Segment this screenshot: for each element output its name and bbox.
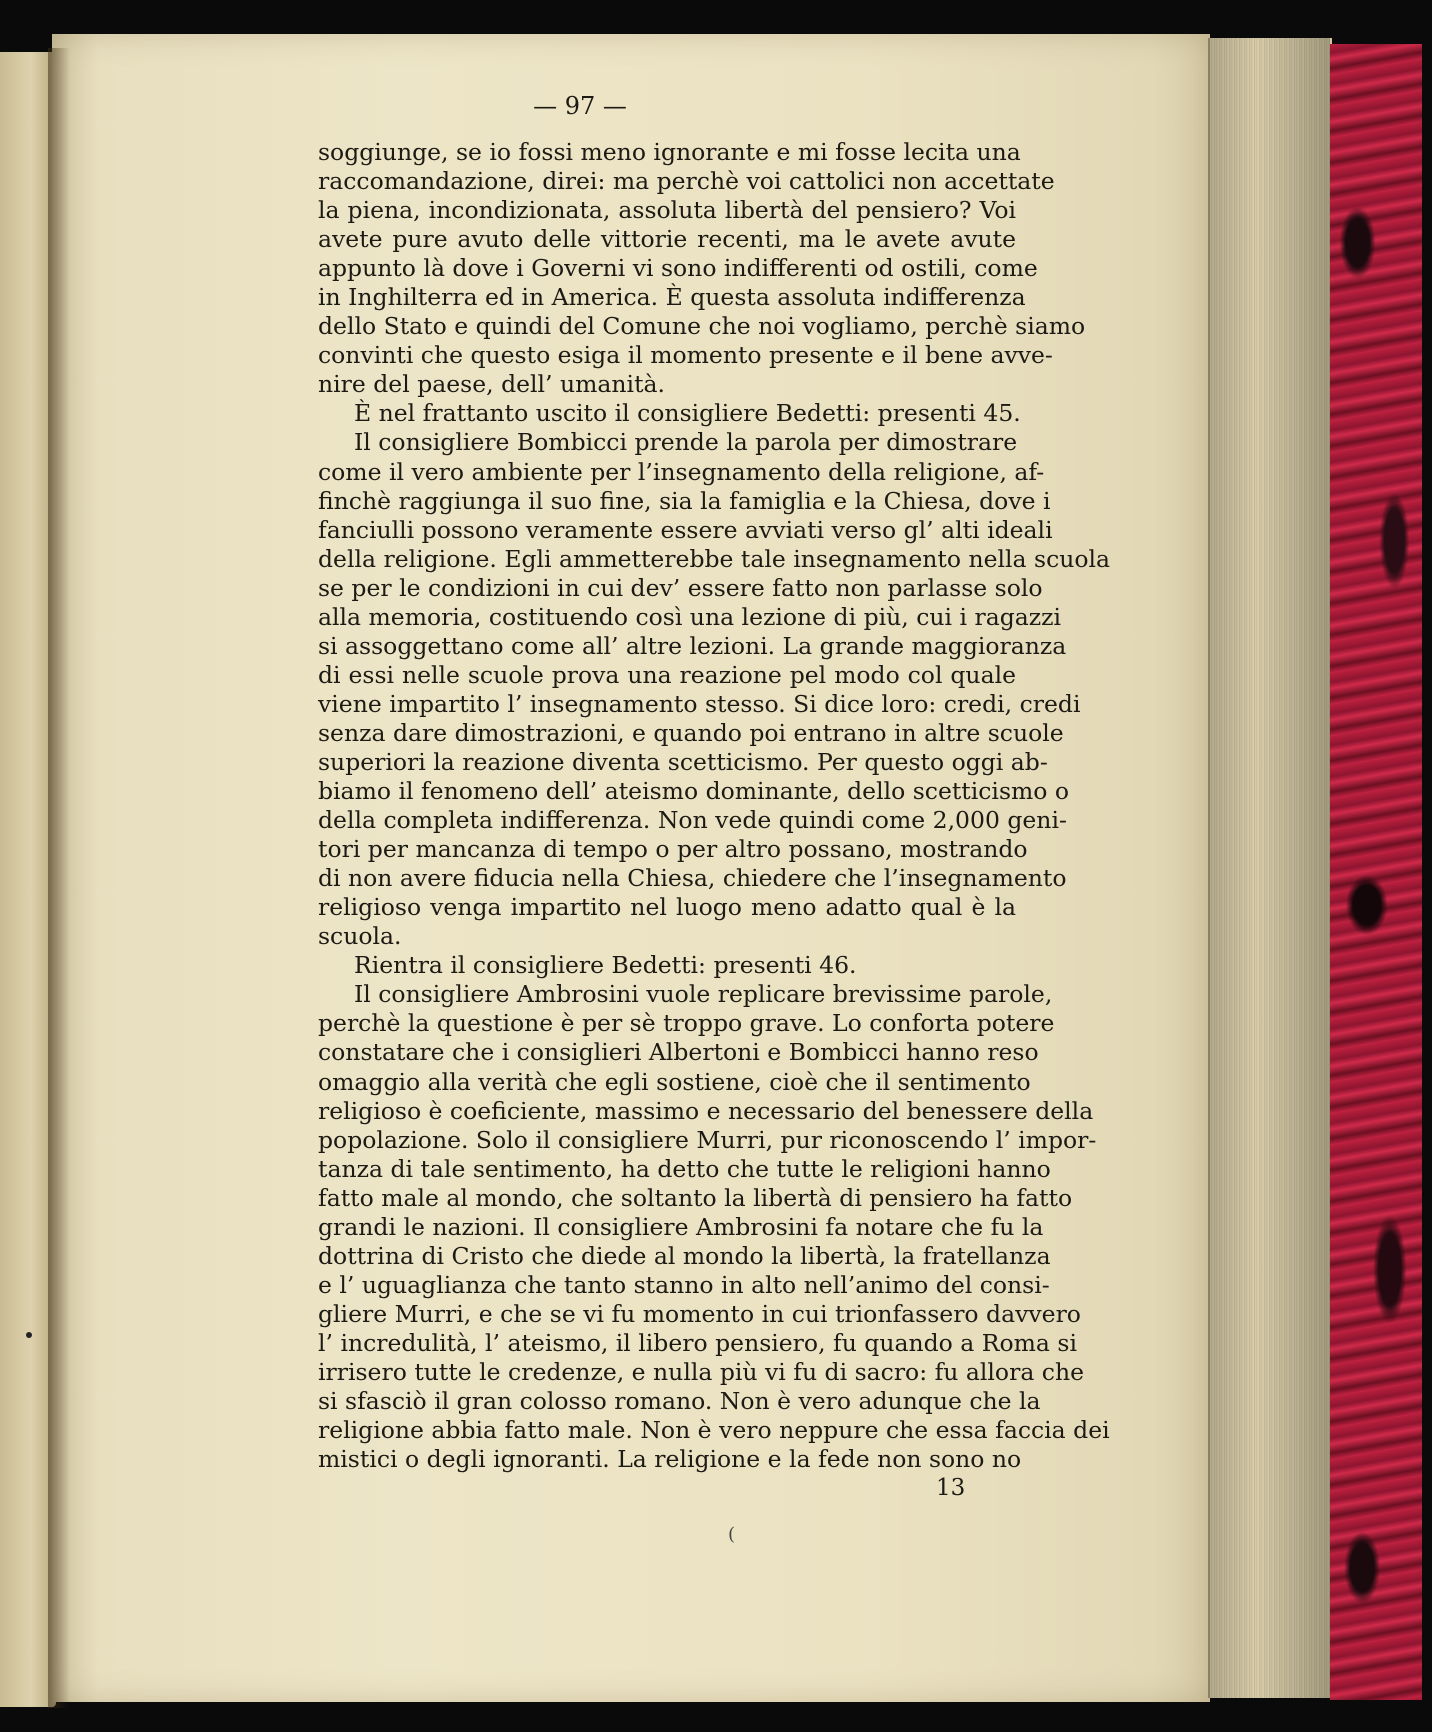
text-line: soggiunge, se io fossi meno ignorante e mi fosse lecita una — [318, 138, 1021, 166]
text-line: di non avere fiducia nella Chiesa, chiedere che l’insegnamento — [318, 864, 1067, 893]
text-line: superiori la reazione diventa scetticismo. Per questo oggi ab- — [318, 747, 1048, 776]
text-line: popolazione. Solo il consigliere Murri, pur riconoscendo l’ impor- — [318, 1125, 1097, 1154]
text-line: omaggio alla verità che egli sostiene, cioè che il sentimento — [318, 1067, 1031, 1096]
text-line: viene impartito l’ insegnamento stesso. Si dice loro: credi, credi — [318, 689, 1081, 718]
text-line: alla memoria, costituendo così una lezione di più, cui i ragazzi — [318, 602, 1062, 631]
text-line: si assoggettano come all’ altre lezioni. La grande maggioranza — [318, 631, 1067, 660]
text-line: fanciulli possono veramente essere avviati verso gl’ alti ideali — [318, 515, 1053, 544]
gutter-shadow — [48, 48, 70, 1708]
stray-mark: ( — [728, 1524, 736, 1545]
text-line: e l’ uguaglianza che tanto stanno in alto nell’animo del consi- — [318, 1270, 1050, 1299]
text-line: gliere Murri, e che se vi fu momento in cui trionfassero davvero — [318, 1299, 1081, 1328]
page-edges-shade — [1208, 38, 1330, 1698]
text-line: tanza di tale sentimento, ha detto che tutte le religioni hanno — [318, 1154, 1051, 1183]
text-line: Il consigliere Ambrosini vuole replicare brevissime parole, — [354, 980, 1053, 1009]
text-line: grandi le nazioni. Il consigliere Ambrosini fa notare che fu la — [318, 1212, 1044, 1241]
text-line: finchè raggiunga il suo fine, sia la famiglia e la Chiesa, dove i — [318, 486, 1051, 515]
text-line: scuola. — [318, 922, 402, 951]
text-line: perchè la questione è per sè troppo grave. Lo conforta potere — [318, 1009, 1055, 1038]
body-text — [318, 138, 1111, 1474]
text-line: di essi nelle scuole prova una reazione pel modo col quale — [318, 660, 1016, 689]
text-line: religioso è coeficiente, massimo e necessario del benessere della — [318, 1096, 1094, 1125]
text-line: È nel frattanto uscito il consigliere Bedetti: presenti 45. — [354, 399, 1021, 428]
text-line: tori per mancanza di tempo o per altro possano, mostrando — [318, 835, 1028, 864]
text-line: la piena, incondizionata, assoluta libertà del pensiero? Voi — [318, 196, 1016, 225]
text-line: avete pure avuto delle vittorie recenti, ma le avete avute — [318, 225, 1016, 254]
text-line: convinti che questo esiga il momento presente e il bene avve- — [318, 341, 1053, 370]
text-line: raccomandazione, direi: ma perchè voi cattolici non accettate — [318, 167, 1055, 196]
text-line: appunto là dove i Governi vi sono indifferenti od ostili, come — [318, 254, 1038, 283]
text-line: se per le condizioni in cui dev’ essere fatto non parlasse solo — [318, 573, 1043, 602]
text-line: della religione. Egli ammetterebbe tale insegnamento nella scuola — [318, 544, 1111, 573]
marbled-cover — [1330, 44, 1422, 1700]
signature-mark: 13 — [936, 1475, 966, 1501]
text-line: irrisero tutte le credenze, e nulla più vi fu di sacro: fu allora che — [318, 1357, 1084, 1386]
text-line: si sfasciò il gran colosso romano. Non è vero adunque che la — [318, 1387, 1041, 1416]
text-line: nire del paese, dell’ umanità. — [318, 370, 665, 399]
text-line: religioso venga impartito nel luogo meno adatto qual è la — [318, 893, 1016, 922]
text-line: biamo il fenomeno dell’ ateismo dominante, dello scetticismo o — [318, 777, 1070, 806]
text-line: mistici o degli ignoranti. La religione e la fede non sono no — [318, 1445, 1022, 1474]
text-line: come il vero ambiente per l’insegnamento della religione, af- — [318, 457, 1045, 486]
text-line: Il consigliere Bombicci prende la parola per dimostrare — [354, 428, 1018, 457]
ink-dot — [26, 1332, 32, 1338]
text-line: Rientra il consigliere Bedetti: presenti 46. — [354, 951, 857, 980]
text-line: constatare che i consiglieri Albertoni e Bombicci hanno reso — [318, 1038, 1039, 1067]
text-line: religione abbia fatto male. Non è vero neppure che essa faccia dei — [318, 1416, 1110, 1445]
text-line: dottrina di Cristo che diede al mondo la libertà, la fratellanza — [318, 1241, 1051, 1270]
text-line: in Inghilterra ed in America. È questa assoluta indifferenza — [318, 283, 1026, 312]
page-number-header: — 97 — — [533, 92, 627, 120]
text-line: l’ incredulità, l’ ateismo, il libero pensiero, fu quando a Roma si — [318, 1328, 1077, 1357]
text-line: senza dare dimostrazioni, e quando poi entrano in altre scuole — [318, 718, 1064, 747]
text-line: fatto male al mondo, che soltanto la libertà di pensiero ha fatto — [318, 1183, 1073, 1212]
text-line: della completa indifferenza. Non vede quindi come 2,000 geni- — [318, 806, 1067, 835]
text-line: dello Stato e quindi del Comune che noi vogliamo, perchè siamo — [318, 312, 1086, 341]
